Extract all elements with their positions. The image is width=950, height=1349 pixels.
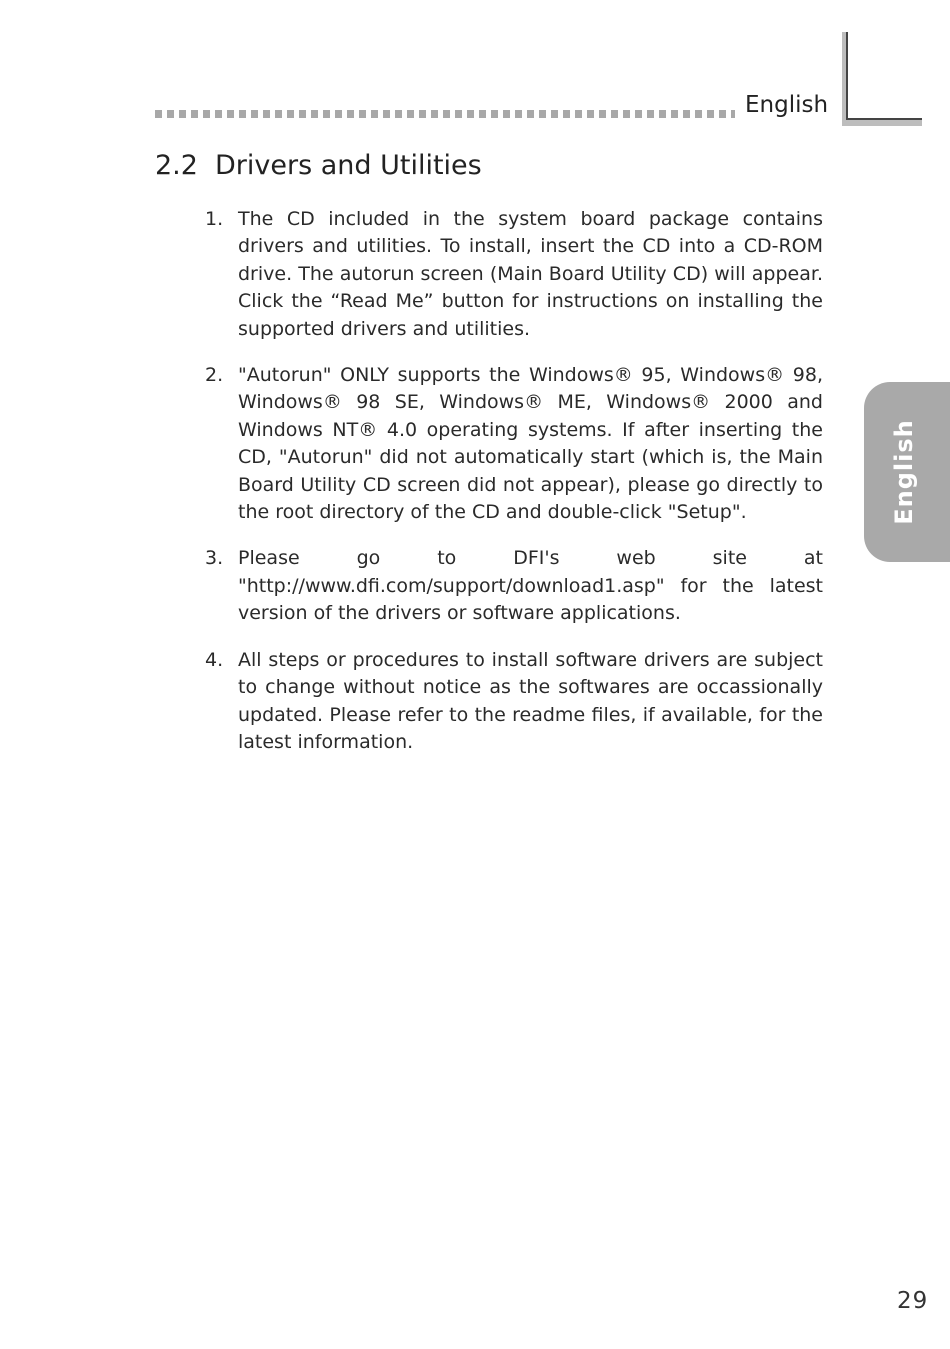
- list-item-text: "Autorun" ONLY supports the Windows® 95, Windows® 98, Windows® 98 SE, Windows® ME, Windows® 2000 and Windows NT® 4.0 operating systems. If after inserting the CD, "Autorun" did not automatically start (which is, the Main Board Utility CD screen did not appear), please go directly to the root directory of the CD and double-click "Setup".: [238, 364, 823, 524]
- section-title: Drivers and Utilities: [215, 150, 482, 181]
- list-item-number: 4.: [205, 648, 224, 671]
- list-item-number: 2.: [205, 364, 224, 387]
- list-item-number: 3.: [205, 547, 224, 570]
- list-item: [205, 647, 823, 757]
- list-item-number: 1.: [205, 208, 224, 230]
- corner-mark-horizontal-line: [846, 118, 922, 120]
- section-number: 2.2: [155, 150, 198, 181]
- page-number: 29: [897, 1288, 929, 1314]
- instruction-list: [205, 206, 823, 775]
- header-language-label: English: [745, 92, 829, 118]
- list-item-text: The CD included in the system board package contains drivers and utilities. To install, insert the CD into a CD-ROM drive. The autorun screen (Main Board Utility CD) will appear. Click the “Read Me” button for instructions on installing the supported drivers and utilities.: [238, 208, 823, 340]
- list-item: [205, 545, 823, 627]
- list-item: [205, 206, 823, 343]
- corner-mark-horizontal: [842, 120, 922, 126]
- list-item-text: Please go to DFI's web site at "http://www.dfi.com/support/download1.asp" for the latest version of the drivers or software applications.: [238, 547, 823, 625]
- header-dotted-rule: [155, 110, 735, 118]
- language-side-tab-label: English: [890, 419, 918, 525]
- list-item-text: All steps or procedures to install software drivers are subject to change without notice as the softwares are occassionally updated. Please refer to the readme files, if available, for the latest information.: [238, 648, 823, 753]
- section-heading: [155, 150, 482, 181]
- corner-mark-vertical-line: [846, 32, 848, 120]
- list-item: [205, 362, 823, 526]
